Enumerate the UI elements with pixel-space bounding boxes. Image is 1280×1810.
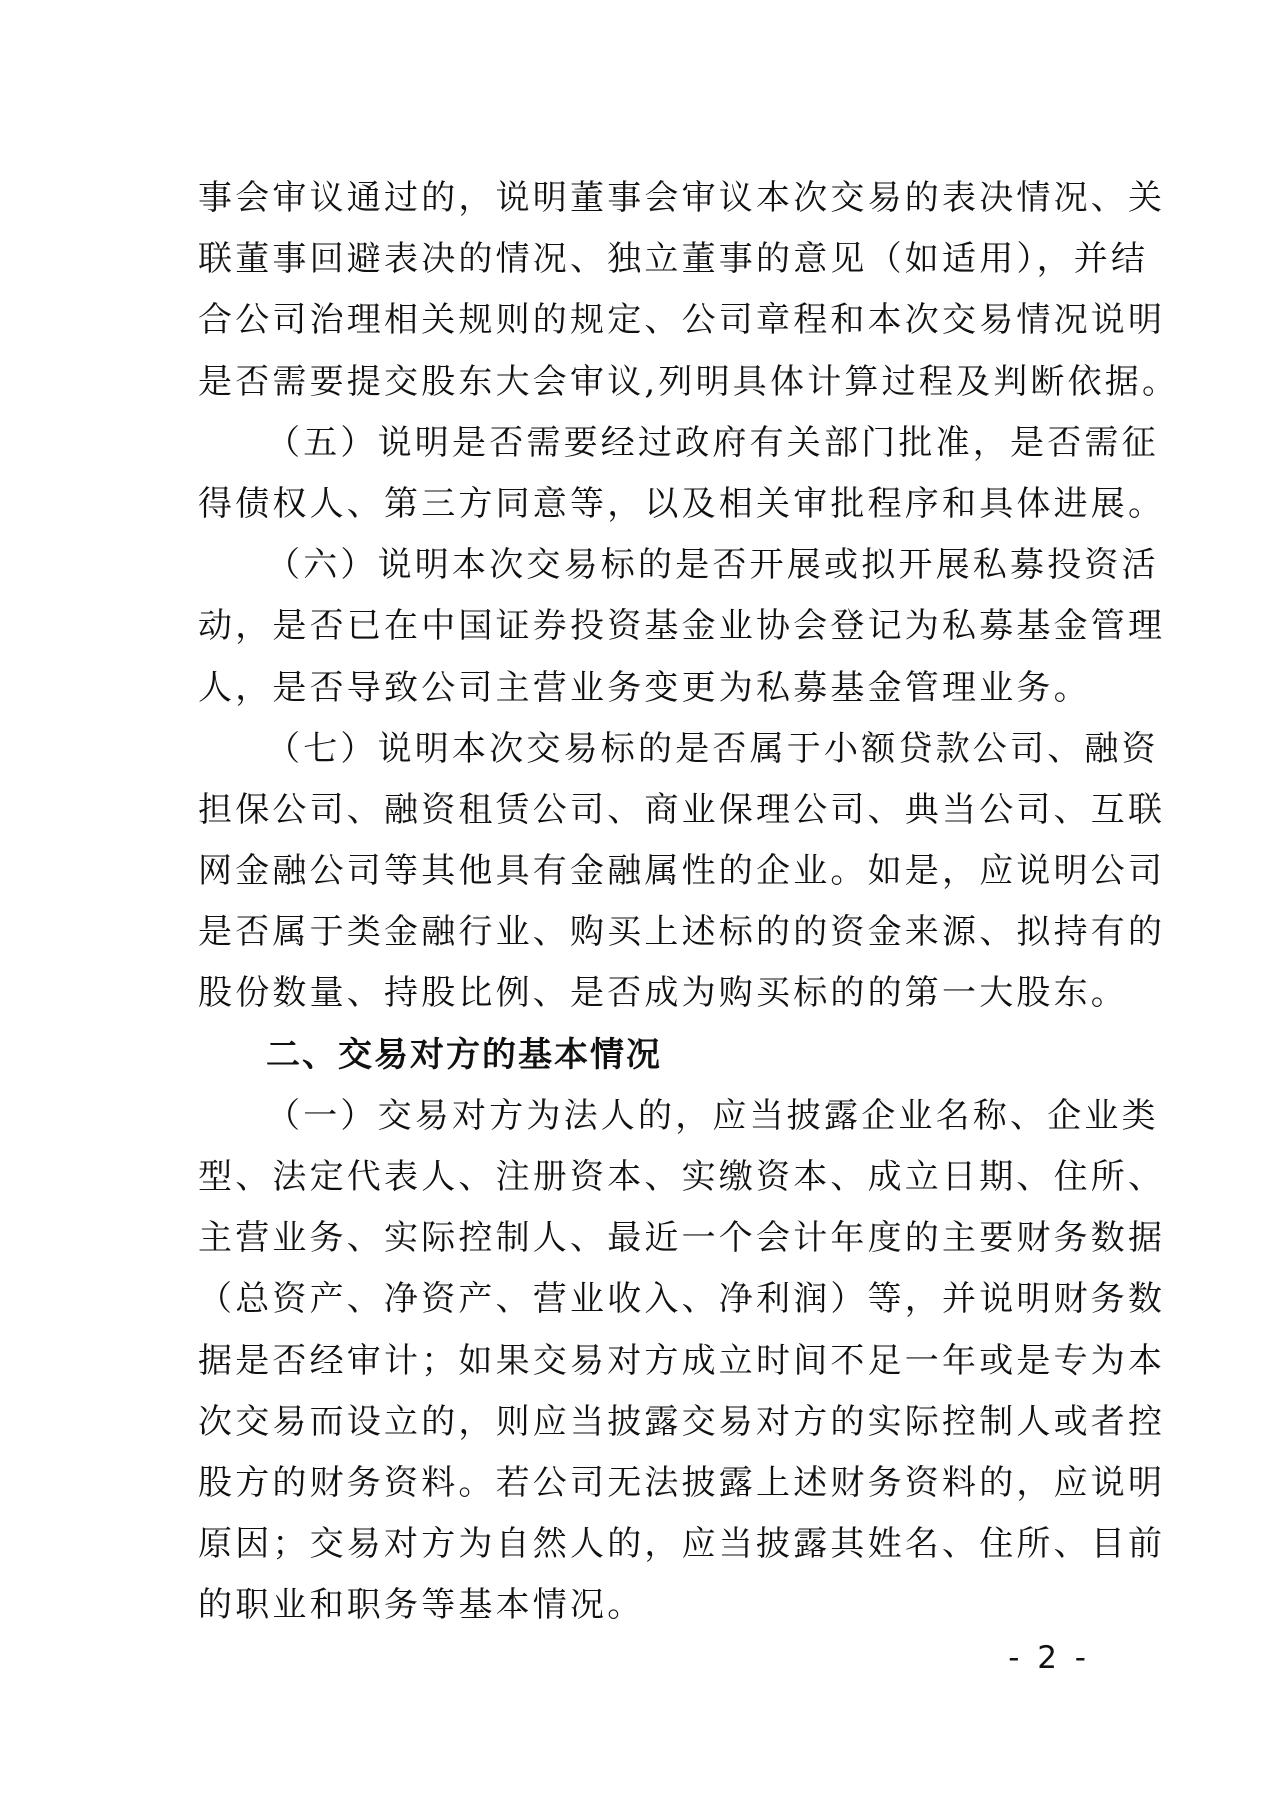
text-line: 次交易而设立的，则应当披露交易对方的实际控制人或者控: [198, 1401, 1166, 1442]
paragraph-first-line: （六）说明本次交易标的是否开展或拟开展私募投资活: [266, 545, 1159, 586]
paragraph-first-line: （一）交易对方为法人的，应当披露企业名称、企业类: [266, 1095, 1159, 1136]
text-line: （总资产、净资产、营业收入、净利润）等，并说明财务数: [198, 1279, 1166, 1320]
paragraph-first-line: （七）说明本次交易标的是否属于小额贷款公司、融资: [266, 728, 1159, 769]
text-line: 事会审议通过的，说明董事会审议本次交易的表决情况、关: [198, 178, 1166, 218]
page-number: - 2 -: [1008, 1640, 1090, 1676]
document-body: [198, 168, 1180, 1637]
text-line: 股方的财务资料。若公司无法披露上述财务资料的，应说明: [198, 1462, 1166, 1503]
text-line: 是否属于类金融行业、购买上述标的的资金来源、拟持有的: [198, 912, 1166, 953]
text-line: 股份数量、持股比例、是否成为购买标的的第一大股东。: [198, 973, 1128, 1014]
text-line: 联董事回避表决的情况、独立董事的意见（如适用），并结: [198, 239, 1149, 280]
text-line: 的职业和职务等基本情况。: [198, 1585, 645, 1626]
text-line: 主营业务、实际控制人、最近一个会计年度的主要财务数据: [198, 1218, 1166, 1259]
text-line: 原因；交易对方为自然人的，应当披露其姓名、住所、目前: [198, 1524, 1166, 1565]
text-line: 是否需要提交股东大会审议,列明具体计算过程及判断依据。: [198, 361, 1180, 402]
text-line: 型、法定代表人、注册资本、实缴资本、成立日期、住所、: [198, 1157, 1166, 1197]
text-line: 人，是否导致公司主营业务变更为私募基金管理业务。: [198, 667, 1091, 708]
text-line: 合公司治理相关规则的规定、公司章程和本次交易情况说明: [198, 300, 1166, 341]
section-heading: 二、交易对方的基本情况: [266, 1034, 662, 1075]
text-line: 得债权人、第三方同意等，以及相关审批程序和具体进展。: [198, 483, 1166, 524]
text-line: 网金融公司等其他具有金融属性的企业。如是，应说明公司: [198, 851, 1166, 892]
paragraph-first-line: （五）说明是否需要经过政府有关部门批准，是否需征: [266, 422, 1159, 463]
text-line: 据是否经审计；如果交易对方成立时间不足一年或是专为本: [198, 1340, 1166, 1381]
text-line: 动，是否已在中国证券投资基金业协会登记为私募基金管理: [198, 606, 1166, 647]
text-line: 担保公司、融资租赁公司、商业保理公司、典当公司、互联: [198, 789, 1166, 830]
